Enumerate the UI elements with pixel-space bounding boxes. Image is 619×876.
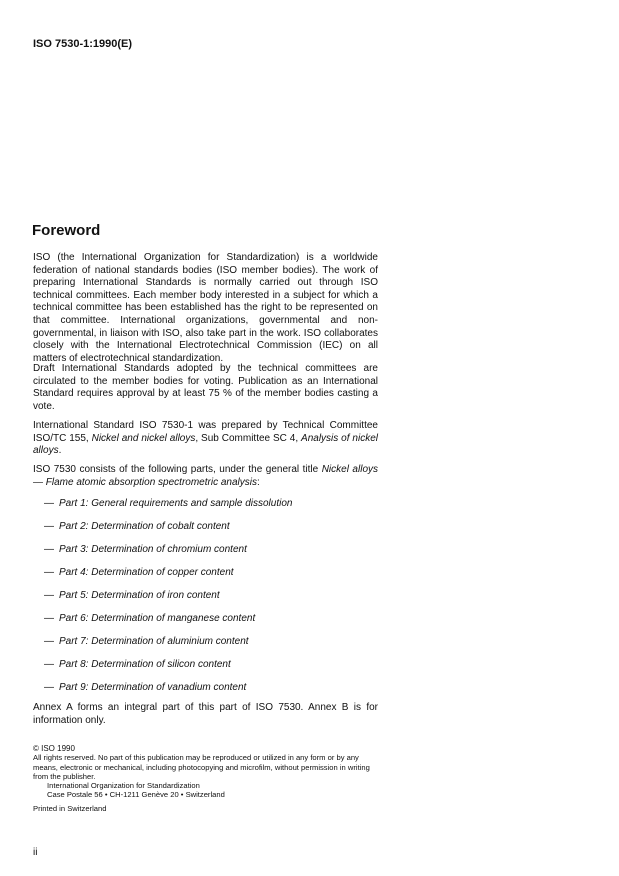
list-item <box>44 567 234 578</box>
list-dash: — <box>44 636 54 647</box>
list-dash: — <box>44 521 54 532</box>
list-dash: — <box>44 498 54 509</box>
foreword-paragraph-1: ISO (the International Organization for Standardization) is a worldwide federation of national standards bodies (ISO member bodies). The work of preparing International Standards is normally carried out through ISO technical committees. Each member body interested in a subject for which a technical committee has been established has the right to be represented on that committee. International organizations, governmental and non-governmental, in liaison with ISO, also take part in the work. ISO collaborates closely with the International Electrotechnical Commission (IEC) on all matters of electrotechnical standardization. <box>33 252 378 364</box>
list-dash: — <box>44 613 54 624</box>
list-dash: — <box>44 544 54 555</box>
part-title: Part 3: Determination of chromium content <box>59 544 247 555</box>
subcommittee-title: Analysis of nickel alloys <box>33 432 378 457</box>
publisher-name: International Organization for Standardization <box>47 781 200 791</box>
general-title: Nickel alloys — Flame atomic absorption spectrometric analysis <box>33 464 378 488</box>
foreword-paragraph-2: Draft International Standards adopted by the technical committees are circulated to the member bodies for voting. Publication as an International Standard requires approval by at least 75 % of the member bodies casting a vote. <box>33 363 378 412</box>
part-title: Part 6: Determination of manganese content <box>59 613 256 624</box>
list-dash: — <box>44 659 54 670</box>
list-item <box>44 682 246 693</box>
rights-statement: All rights reserved. No part of this publication may be reproduced or utilized in any form or by any means, electronic or mechanical, including photocopying and microfilm, without permission in writing from the publisher. <box>33 753 370 781</box>
part-title: Part 5: Determination of iron content <box>59 590 220 601</box>
list-item <box>44 613 255 624</box>
list-dash: — <box>44 567 54 578</box>
p3-text: , Sub Committee SC 4, <box>195 432 302 444</box>
document-id: ISO 7530-1:1990(E) <box>33 38 133 50</box>
committee-title: Nickel and nickel alloys <box>91 432 196 444</box>
list-dash: — <box>44 590 54 601</box>
annex-note: Annex A forms an integral part of this part of ISO 7530. Annex B is for information only. <box>33 702 378 726</box>
list-item <box>44 590 220 601</box>
part-title: Part 4: Determination of copper content <box>59 567 234 578</box>
foreword-heading: Foreword <box>32 222 101 239</box>
part-title: Part 7: Determination of aluminium content <box>59 636 249 647</box>
part-title: Part 8: Determination of silicon content <box>59 659 231 670</box>
page-number: ii <box>33 847 38 858</box>
foreword-paragraph-3 <box>33 420 378 458</box>
copyright-block <box>33 744 383 800</box>
part-title: Part 2: Determination of cobalt content <box>59 521 230 532</box>
foreword-paragraph-4 <box>33 464 378 489</box>
printed-in: Printed in Switzerland <box>33 804 107 813</box>
list-item <box>44 521 230 532</box>
publisher-address: Case Postale 56 • CH-1211 Genève 20 • Switzerland <box>47 790 225 800</box>
list-dash: — <box>44 682 54 693</box>
p4-text: : <box>256 476 260 488</box>
list-item <box>44 636 249 647</box>
list-item <box>44 659 231 670</box>
p3-text: . <box>58 445 62 457</box>
list-item <box>44 544 247 555</box>
copyright-notice: © ISO 1990 <box>33 744 75 753</box>
part-title: Part 1: General requirements and sample dissolution <box>59 498 293 509</box>
part-title: Part 9: Determination of vanadium content <box>59 682 247 693</box>
p3-text: International Standard ISO 7530-1 was prepared by Technical Committee ISO/TC 155, <box>33 420 378 444</box>
list-item <box>44 498 292 509</box>
p4-text: ISO 7530 consists of the following parts, under the general title <box>33 464 322 475</box>
